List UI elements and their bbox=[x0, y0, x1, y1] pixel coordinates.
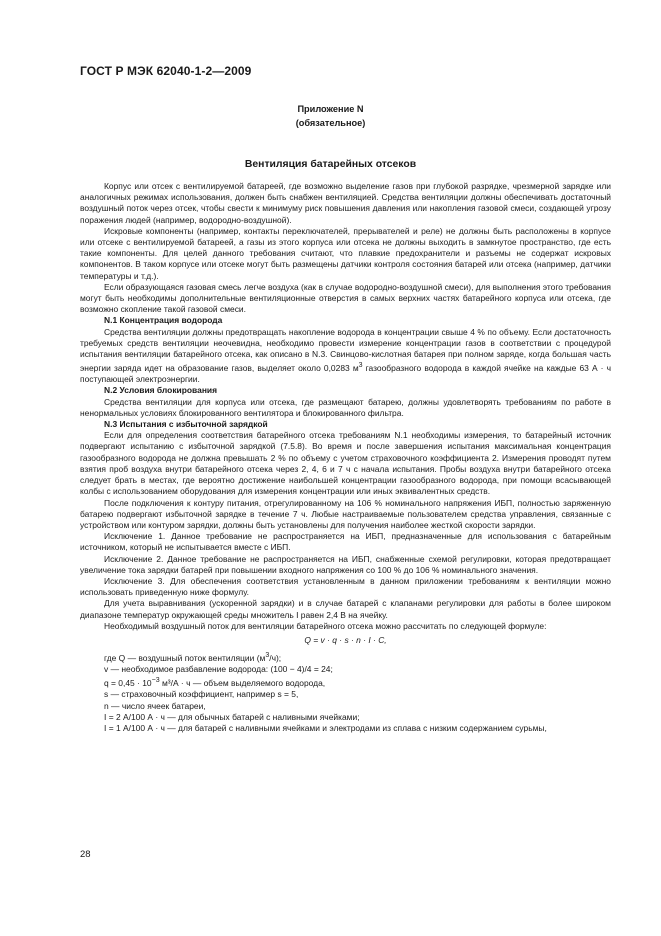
standard-header: ГОСТ Р МЭК 62040-1-2—2009 bbox=[80, 64, 252, 78]
paragraph: Искровые компоненты (например, контакты переключателей, прерывателей и реле) не должны быть расположены в корпусе или отсеке с вентилируемой батареей, а газы из этого корпуса или отсека не должны выходить в замкнутое пространство, где есть такие компоненты. Для целей данного требования считают, что плавкие предохранители и разъемы не содержат искровых компонентов. В таком корпусе или отсеке могут быть размещены датчики контроля состояния батарей или отсека (например, датчики температуры и т.д.). bbox=[80, 225, 611, 281]
definition-item: где Q — воздушный поток вентиляции $(м^3/ч)$; bbox=[104, 652, 282, 663]
definition-item: I = 2 А/100 А · ч — для обычных батарей с наливными ячейками; bbox=[104, 711, 360, 722]
paragraph: Средства вентиляции для корпуса или отсека, где размещают батарею, должны удовлетворять требованиям по работе в ненормальных условиях блокированного вентилятора и блокированного фильтра. bbox=[80, 396, 611, 418]
document-body bbox=[80, 181, 611, 734]
paragraph: После подключения к контуру питания, отрегулированному на 106 % номинального напряжения ИБП, полностью заряженную батарею подвергают избыточной зарядке в течение 7 ч. Любые настраиваемые пользователем средства управления, связанные с устройством или контуром зарядки, должны быть установлены для получения наиболее жесткой скорости зарядки. bbox=[80, 497, 611, 530]
section-title: Вентиляция батарейных отсеков bbox=[244, 159, 417, 170]
definition-item: v — необходимое разбавление водорода: (100 − 4)/4 = 24; bbox=[104, 664, 333, 675]
paragraph: Для учета выравнивания (ускоренной зарядки) и в случае батарей с клапанами регулировки для работы в более широком диапазоне температур окружающей среды множитель I равен 2,4 В на ячейку. bbox=[80, 598, 611, 620]
formula: Q = v · q · s · n · I · C, bbox=[304, 634, 387, 645]
exception-paragraph: Исключение 2. Данное требование не распространяется на ИБП, снабженные схемой регулировки, которая предотвращает увеличение тока зарядки батарей при повышении входного напряжения со 100 % до 106 % номинального значения. bbox=[80, 553, 611, 575]
paragraph: Если образующаяся газовая смесь легче воздуха (как в случае водородно-воздушной смеси), для выполнения этого требования могут быть необходимы дополнительные вентиляционные отверстия в самых верхних частях батарейного корпуса или отсека, где возможно скопление такой газовой смеси. bbox=[80, 281, 611, 315]
definition-item: n — число ячеек батареи, bbox=[104, 700, 206, 711]
definition-item: s — страховочный коэффициент, например s = 5, bbox=[104, 689, 299, 700]
page-number: 28 bbox=[80, 849, 91, 860]
subsection-title-n3: N.3 Испытания с избыточной зарядкой bbox=[104, 419, 268, 430]
subsection-title-n1: N.1 Концентрация водорода bbox=[104, 315, 223, 326]
paragraph: Корпус или отсек с вентилируемой батареей, где возможно выделение газов при глубокой разрядке, чрезмерной зарядке или аналогичных режимах использования, должен быть снабжен вентиляцией. Средства вентиляции должны обеспечивать достаточный воздушный поток через отсек, чтобы свести к минимуму риск повышения давления или накопления газовой смеси, создающей угрозу поражения людей (например, водородно-воздушной). bbox=[80, 181, 611, 225]
annex-title: Приложение N bbox=[297, 104, 364, 114]
paragraph: Средства вентиляции должны предотвращать накопление водорода в концентрации свыше 4 % по объему. Если достаточность требуемых средств вентиляции неочевидна, необходимо провести измерение концентрации газов в соответствии с процедурой испытания вентиляции батарейного отсека, как описано в N.3. Свинцово-кислотная батарея при полном заряде, когда большая часть энергии заряда идет на образование газов, выделяет около 0,0283 $м^3$ газообразного водорода в каждой ячейке на каждые 63 А · ч поступающей электроэнергии. bbox=[80, 326, 611, 385]
paragraph: Если для определения соответствия батарейного отсека требованиям N.1 необходимы измерения, то батарейный источник подвергают испытанию с избыточной зарядкой (7.5.8). Во время и после завершения испытания максимальная концентрация газообразного водорода не должна превышать 2 % по объему с учетом страховочного коэффициента 2. Измерения проводят путем взятия проб воздуха внутри батарейного отсека через 2, 4, 6 и 7 ч с начала испытания. Пробы воздуха внутри батарейного отсека следует брать в местах, где вероятно достижение наибольшей концентрации газообразного водорода, при помощи всасывающей колбы с использованием оборудования для измерения концентрации или иных эквивалентных средств. bbox=[80, 430, 611, 497]
definition-item: I = 1 А/100 А · ч — для батарей с наливными ячейками и электродами из сплава с низким содержанием сурьмы, bbox=[104, 722, 547, 733]
exception-paragraph: Исключение 3. Для обеспечения соответствия установленным в данном приложении требованиям к вентиляции можно использовать приведенную ниже формулу. bbox=[80, 575, 611, 598]
annex-status: (обязательное) bbox=[295, 118, 366, 128]
exception-paragraph: Исключение 1. Данное требование не распространяется на ИБП, предназначенные для использования с батарейным источником, который не испытывается вместе с ИБП. bbox=[80, 531, 611, 553]
definition-item: $q = 0,45 \cdot 10^{-3}$ м³/А · ч — объем выделяемого водорода, bbox=[104, 677, 326, 689]
subsection-title-n2: N.2 Условия блокирования bbox=[104, 385, 218, 396]
paragraph: Необходимый воздушный поток для вентиляции батарейного отсека можно рассчитать по следующей формуле: bbox=[104, 620, 547, 631]
